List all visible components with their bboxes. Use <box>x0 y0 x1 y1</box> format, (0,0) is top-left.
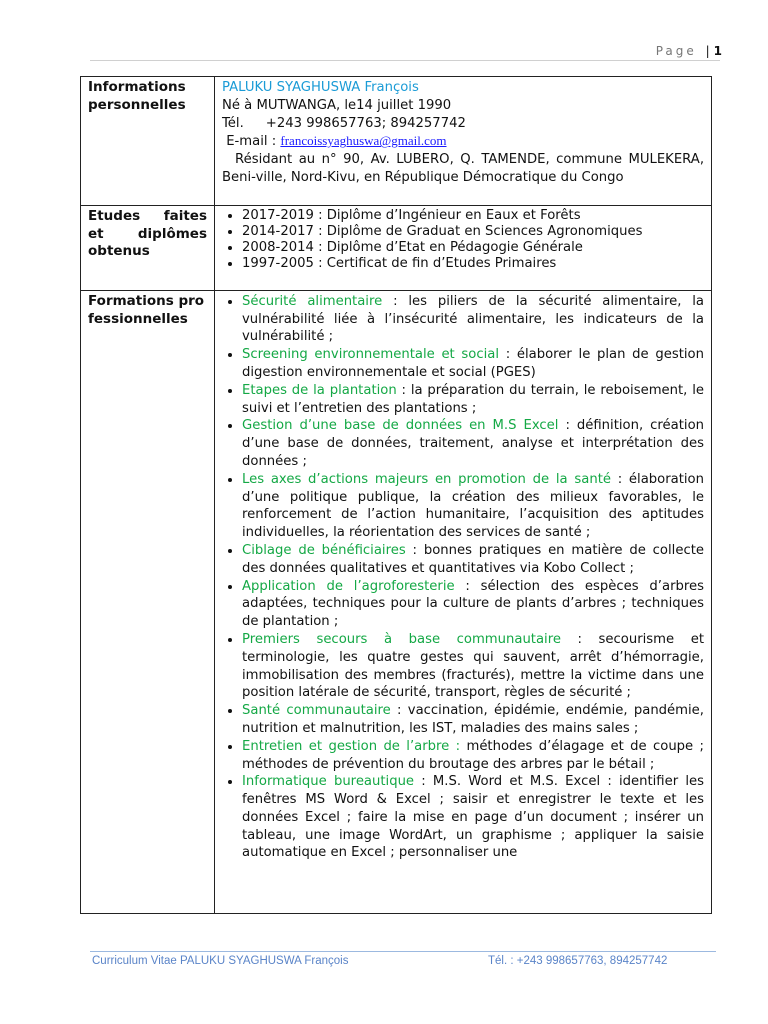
study-item: • 2008-2014 : Diplôme d’Etat en Pédagogie Générale <box>242 240 704 256</box>
header-rule <box>90 60 720 61</box>
training-title: Etapes de la plantation <box>242 382 397 398</box>
cv-table <box>80 76 712 914</box>
personal-label: Informations personnelles <box>81 77 215 206</box>
training-title: Screening environnementale et social <box>242 347 500 363</box>
training-description: : les piliers de la sécurité alimentaire, la vulnérabilité liée à l’insécurité alimentaire, les indicateurs de la vulnérabilité ; <box>242 293 704 345</box>
email-link[interactable]: francoissyaghuswa@gmail.com <box>280 133 447 149</box>
training-item <box>242 346 704 382</box>
training-description: méthodes d’élagage et de coupe ; méthodes de prévention du broutage des arbres par le bétail ; <box>242 738 704 772</box>
study-item: • 2017-2019 : Diplôme d’Ingénieur en Eaux et Forêts <box>242 208 704 224</box>
trainings-label: Formations professionnelles <box>81 290 215 913</box>
training-title: Informatique bureautique <box>242 774 415 790</box>
studies-label: Etudes faites et diplômes obtenus <box>81 205 215 290</box>
study-item: • 2014-2017 : Diplôme de Graduat en Sciences Agronomiques <box>242 224 704 240</box>
training-title: Application de l’agroforesterie <box>242 578 455 594</box>
studies-content <box>215 205 712 290</box>
phone-line: Tél. +243 998657763; 894257742 <box>222 115 466 131</box>
training-title: Entretien et gestion de l’arbre : <box>242 738 461 754</box>
footer-right: Tél. : +243 998657763, 894257742 <box>488 955 668 967</box>
training-title: Sécurité alimentaire <box>242 293 383 309</box>
training-title: Gestion d’une base de données en M.S Excel <box>242 418 559 434</box>
training-title: Santé communautaire <box>242 703 391 719</box>
training-description: : élaborer le plan de gestion digestion environnementale et social (PGES) <box>242 347 704 380</box>
study-item: • 1997-2005 : Certificat de fin d’Etudes Primaires <box>242 256 704 272</box>
training-description: : la préparation du terrain, le reboisement, le suivi et l’entretien des plantations ; <box>242 382 704 416</box>
page-number: Page | 1 <box>655 44 722 58</box>
footer-left: Curriculum Vitae PALUKU SYAGHUSWA François <box>92 955 349 967</box>
studies-row <box>81 205 712 290</box>
training-title: Les axes d’actions majeurs en promotion de la santé <box>242 471 611 487</box>
training-description: : bonnes pratiques en matière de collecte des données qualitatives et quantitatives via Kobo Collect ; <box>242 542 704 576</box>
birth-info: Né à MUTWANGA, le14 juillet 1990 <box>222 97 452 113</box>
training-item <box>242 293 704 346</box>
full-name: PALUKU SYAGHUSWA François <box>222 80 419 95</box>
training-title: Premiers secours à base communautaire <box>242 631 561 647</box>
studies-list <box>222 208 704 272</box>
training-item <box>242 702 704 738</box>
training-title: Ciblage de bénéficiaires <box>242 542 406 558</box>
personal-row <box>81 77 712 206</box>
address: Résidant au n° 90, Av. LUBERO, Q. TAMENDE, commune MULEKERA, Beni-ville, Nord-Kivu, en République Démocratique du Congo <box>222 152 705 185</box>
training-item <box>242 471 704 542</box>
training-item <box>242 382 704 418</box>
email-line: E-mail : francoissyaghuswa@gmail.com <box>226 133 447 150</box>
training-description: : M.S. Word et M.S. Excel : identifier les fenêtres MS Word & Excel ; saisir et enregistrer le texte et les données Excel ; faire la mise en page d’un document ; insérer un tableau, une image WordArt, un graphisme ; appliquer la saisie automatique en Excel ; personnaliser une <box>242 774 704 861</box>
training-item <box>242 578 704 631</box>
training-item <box>242 738 704 774</box>
footer-rule <box>90 951 716 952</box>
personal-content <box>215 77 712 206</box>
training-item <box>242 631 704 702</box>
training-description: : secourisme et terminologie, les quatre gestes qui sauvent, arrêt d’hémorragie, immobilisation des membres (fracturés), mettre la victime dans une position latérale de sécurité, transport, règles de sécurité ; <box>242 631 704 701</box>
training-description: : sélection des espèces d’arbres adaptées, techniques pour la culture de plants d’arbres ; techniques de plantation ; <box>242 578 704 630</box>
training-description: : vaccination, épidémie, endémie, pandémie, nutrition et malnutrition, les IST, maladies des mains sales ; <box>242 703 704 736</box>
trainings-content <box>215 290 712 913</box>
trainings-row <box>81 290 712 913</box>
trainings-list <box>222 293 704 863</box>
training-description: : élaboration d’une politique publique, la création des milieux favorables, le renforcement de l’action humanitaire, l’acquisition des aptitudes individuelles, la réorientation des services de santé ; <box>242 471 704 541</box>
training-item <box>242 417 704 470</box>
training-item <box>242 773 704 862</box>
training-item <box>242 542 704 578</box>
training-description: : définition, création d’une base de données, traitement, analyse et interprétation des données ; <box>242 418 704 469</box>
